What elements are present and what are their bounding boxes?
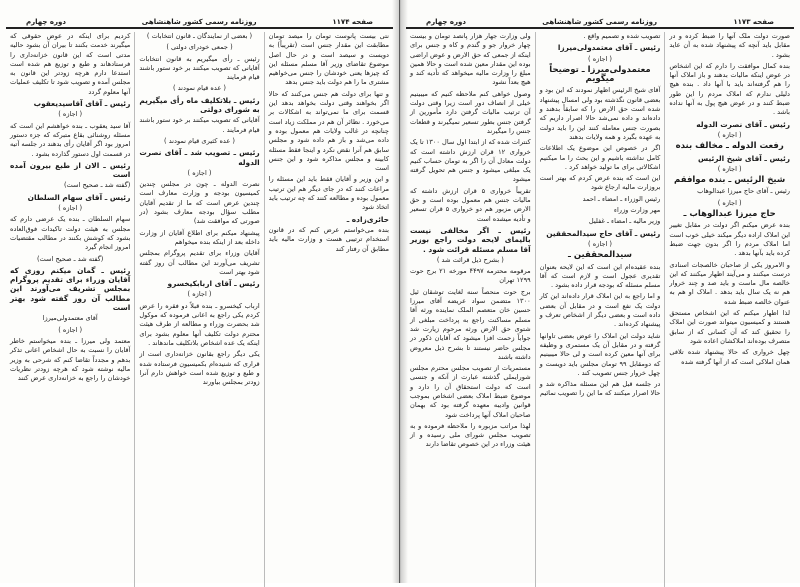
centered-note: ( بعضی از نمایندگان ـ قانون انتخابات ) xyxy=(146,32,253,40)
paragraph: رئیس الوزراء ـ امضاء ـ احمد xyxy=(582,194,661,203)
centered-note: ( اجازه ) xyxy=(58,110,83,119)
speaker-line: رئیس ـ آقای شیخ الرئیس xyxy=(698,153,790,163)
paragraph: شاید دولت این املاک را عوض بعضی تاوانها گرفته و در مقابل آن یک مستمری و وظیفه برای آنها معین کرده است و لی حالا میبینیم که دومقابل ۹۹ تومان مجلس باید دویست و چهل خروار جنس تصویب کند . xyxy=(539,331,661,377)
paragraph: و این وزیر و آقایان فقط باید این مسئله را مراعات کنند که در جای دیگر هم این ترتیب معمول بوده و مطالعه کنند که چه ترتیب باید اتخاذ شود xyxy=(268,175,389,212)
centered-note: ( اجازه ) xyxy=(58,325,83,334)
speaker-line: رئیس ـ اگر مخالفی نیست بالیمای لایحه دولت راجع بوزیر آقا مسلم مسئله قرائت شود . xyxy=(409,225,531,254)
paragraph: رئیس ـ رأی میگیریم به قانون انتخابات آقایانی که تصویب میکنند بر خود ستور باشند قیام فرمایند xyxy=(139,54,260,82)
paragraph: و الامروز یکی از صاحبان خالصجات اسنادی درست میکنند و می‌آیند اظهار میکنند که این خالصه مال ماست و باید صد و چند خروار هم نه یک سال باید بدهد . املاک او هم به عنوان خالصه ضبط شده xyxy=(669,260,790,306)
centered-note: ( جمعی خودرای دولتی ) xyxy=(166,43,233,52)
paragraph: در جلسه قبل هم این مسئله مذاکره شد و حالا اصرار میکنند که ما این را تصویب نمائیم xyxy=(539,380,661,398)
left-page-header xyxy=(6,8,393,29)
speaker-line: رئیس ـ آقای سهام السلطان xyxy=(27,192,131,202)
centered-note: (گفته شد ـ صحیح است) xyxy=(36,254,104,263)
centered-note: ( اجازه ) xyxy=(187,290,212,299)
paragraph: چهل خرواری که حالا پیشنهاد شده تلافی همان املاکی است که از آنها گرفته شده xyxy=(669,348,790,366)
speaker-line: رئیس ـ آقای آقاسیدیعقوب xyxy=(33,99,131,109)
paragraph: آقای شیخ الرئیس اظهار نمودند که این بود و بعضی قانون نگذشته بود ولی امسال پیشنهاد شده است حق الارض را که سابقاً بدهند و داده‌اند و داده نمی‌شد حالا اصرار داریم که بصورت جنس معامله کنند این را باید دولت به عهده بگیرد و همه ولایات بدهند xyxy=(539,86,661,141)
paragraph: لذا اظهار میکنم که این اشخاص مستحق هستند و کمیسیون میتواند صورت این املاک را تحقیق کند که آن کسانی که از سابق متصرف بوده‌اند املاکشان اعاده شود xyxy=(669,309,790,345)
centered-note: ( اجازه ) xyxy=(588,239,612,248)
paragraph: صورت دولت ملک آنها را ضبط کرده و در مقابل باید آنچه که پیشنهاد شده به آن عاید بشود . xyxy=(669,32,790,59)
paragraph: آقایان وزراء برای تقدیم پروگرام بمجلس تشریف می‌آورند این مطالب آن روز گفته شود بهتر است xyxy=(139,249,260,276)
paragraph: سهام السلطان ـ بنده یک عرضی دارم که مجلس به هیئت دولت تاکیدات فوق‌العاده بشود که کوشش بکنند در مطالب مقتضیات امروز انجام گیرد xyxy=(10,215,131,252)
paragraph: مستمریات از تصویب مجلس محترم مجلس شورایملی گذشته عبارت از آنکه و جنسی است که دولت استحقاق آن را دارد و موضوع ضبط املاک بعضی اشخاص بموجب قوانین وادیبه معهده گرفته بود که بهمان صاحبان املاک آنها پرداخت شود xyxy=(409,364,531,419)
centered-note: ( اجازه ) xyxy=(58,204,83,213)
paragraph: نصرت الدوله ـ چون در مجلس چندین کمیسیون بودجه و وزارت معارف است چندین عرض است که ما از تقدیم آقایان مطلب سؤال بودجه معارف بشود (در صورتی که موافقت شد) xyxy=(139,180,260,226)
paragraph: ارباب کیخسرو ـ بنده قبلاً دو فقره را عرض کردم یکی راجع به اعانی فرموده که موکول شد بحضرت وزراء و مطالعه از طرف هیئت محترم دولت تکلیف آنها معلوم بشود برای اینکه یک عده اشخاص بلاتکلیف ماندهاند . xyxy=(139,301,260,347)
paragraph: تصویب شده و تصمیم واقع . xyxy=(583,32,661,40)
right-columns xyxy=(406,32,794,587)
speaker-line: رئیس ـ گمان میکنم روزی که آقایان وزراء برای تقدیم پروگرام بمجلس تشریف می‌آورند این مطالب آن روز گفته شود بهتر است xyxy=(10,265,131,313)
paragraph: و اما راجع به این املاک قرار داده‌اند این کار دولت یک نفع است و در مقابل آن بعضی داده است و بعضی دیگر از اشخاص تعرف و پیشنهاد کرده‌اند . xyxy=(539,292,661,329)
speaker-line: حاج میرزا عبدالوهاب ـ xyxy=(683,209,776,220)
speaker-line: رئیس ـ الان از طبع بیرون آمده است xyxy=(10,160,131,180)
right-column-1 xyxy=(665,32,794,587)
paragraph: کنترات شده که از ابتدا اول سال ۱۳۰۰ تا یک خرواری ۱۲ قران ارزش داشته است که دولت معادل آن را اگر به تومان حساب کنیم یک مبلغی میشود و جنس هم تحویل گرفته میشود xyxy=(409,138,531,184)
paragraph: اگر در خصوص این موضوع یک اطلاعات کامل نداشته باشیم و این بحث را ما میکنیم اشکالاتی برای ما تولید خواهد کرد . xyxy=(539,144,661,171)
paragraph: بنده می‌خواستم عرض کنم که در قانون استخدام ترتیبی هست و وزارت مالیه باید مطابق آن رفتار کند xyxy=(268,225,389,253)
paragraph: این است که بنده عرض کردم که بهتر است بروزارت مالیه ارجاع شود xyxy=(539,174,661,192)
paragraph: (گفته شد ـ صحیح است) xyxy=(63,181,131,190)
left-page-number: صفحه ۱۱۷۴ xyxy=(332,18,373,26)
speaker-line: رفعت الدوله ـ مخالف بنده xyxy=(675,141,784,152)
paragraph: لهذا مراتب مزبوره را ملاحظه فرموده و به تصویب مجلس شورای ملی رسیده و از هیئت وزراء در این خصوص تقاضا دارند xyxy=(409,421,531,449)
paragraph: بنده عقیده‌ام این است که این لایحه بعنوان تقدیری عجول است و لازم است که آقا مسلم مسئله که بودجه قرار داده بشود . xyxy=(539,262,661,290)
left-columns xyxy=(6,32,393,587)
paragraph: آقایانی که تصویب میکنند بر خود ستور باشند قیام فرمایند . xyxy=(139,116,260,134)
speaker-line: رئیس ـ آقای حاج سیدالمحققین xyxy=(546,228,661,238)
paragraph: وصول خواهی کنم ملاحظه کنیم که میبینیم خیلی از انصاف دور است زیرا وقتی دولت آن ترتیب مالیات گرفتن دارد مأمورین از گرفتن جنس بطور تسعیر نمیگیرند و قطعات جنس را میگیرند xyxy=(409,89,531,135)
speaker-line: رئیس ـ آقای اربابکیخسرو xyxy=(167,279,260,289)
left-gazette-title: روزنامه رسمی کشور شاهنشاهی xyxy=(141,18,257,26)
paragraph: ولی وزارت جهار هزار پانصد تومان و بیست چهار خروار جو و گندم و کاه و جنس برای اینکه از جمعی که حق الارض و عوض اراضی بوده این مقدار معین شده است و حالا همین مبلغ را وزارت مالیه میخواهد که تأدیه کند و هیچ بعداً نشود xyxy=(409,32,531,87)
left-page xyxy=(0,0,400,583)
right-page xyxy=(400,0,800,583)
paragraph: برج حوت منحصاً سنه لغایت توشقان ئیل ۱۳۰۰ متضمن سواد عریضه آقای میرزا حسین خان متعصم الملک نماینده ورثه آقا مسلم مساکنت راجع به پرداخت مبلغی از شتوی حق الارض ورثه مرحوم زیارت شد جواباً زحمت افزا میشود که آقایان ذکور در مجلس حاضر نیستند تا بشرح ذیل معروض داشته باشند xyxy=(409,287,531,361)
left-column-2 xyxy=(135,32,264,587)
centered-note: ( اجازه ) xyxy=(717,130,742,139)
speaker-line: رئیس ـ آقای نصرت الدوله xyxy=(696,119,790,129)
paragraph: آقا سید یعقوب ـ بنده خواهشم این است که مسئله روشنائی بقاع متبرکه که جزء دستور امروز بود اگر آقایان رأی بدهند در جلسه آتیه در قسمت اول دستور گذارده بشود . xyxy=(10,121,131,158)
paragraph: بنده عرض میکنم اگر دولت در مقابل تغییر این املاک اراده دیگر میکند خیلی خوب است اما املاک مردم را اگر بدون جهت ضبط کرده باید بآنها بدهد . xyxy=(669,221,790,258)
speaker-line: شیخ الرئیس ـ بنده موافقم xyxy=(674,175,786,186)
paragraph: معتمد ولی میرزا ـ بنده میخواستم خاطر آقایان را نسبت به حال اشخاص اعانی تذکر بدهم و مجدداً تقاضا کنم که شرحی به وزیر مالیه نوشته شود که هرچه زودتر نظریات خودشان را راجع به خزانه‌داری عرض کنند xyxy=(10,336,131,383)
centered-note: ( اجازه ) xyxy=(187,168,212,177)
speaker-line: معتمدولی‌میرزا ـ توضیحاً میگویم xyxy=(549,64,651,85)
paragraph: وزیر مالیه ـ امضاء ـ غفلیل xyxy=(588,217,661,226)
right-page-header xyxy=(406,8,794,29)
centered-note: ( عده قیام نمودند ) xyxy=(173,84,226,93)
paragraph: و تنها برای دولت هم جنس می‌کنند که حالا اگر بخواهند وقتی دولت بخواهد بدهد این قسمت برای ما نمی‌تواند به اشکالات بر می‌خورد . نظائر آن هم در مملکت زیاد است چنانچه در غالب ولایات هم معمول بوده و داده می‌شد و باز هم داده شود و مجلس سابق هم آنرا نقض نکرد و اینجا فقط مسئله کابینه و مجلس مذاکره شود و این جنس است xyxy=(268,89,389,173)
paragraph: پیشنهاد میکنم برای اطلاع آقایان از وزارت داخله بعد از اینکه بنده میخواهم xyxy=(139,228,260,246)
paragraph: بنده کمال موافقت را دارم که این اشخاص در عوض اینکه مالیات بدهند و باز املاک آنها را هم گرفته‌اند باید با آنها داد . بنده هیچ دلیلی ندارم که املاک مردم را این طور ضبط کنند و در عوض هیچ پول به آنها نداده باشد . xyxy=(669,61,790,117)
left-session-label: دوره چهارم xyxy=(26,18,66,26)
speaker-line: رئیس ـ آقای معتمدولی‌میرزا xyxy=(557,43,661,53)
paragraph: تقریباً خرواری ۵ قران ارزش داشته که مالیات جنس هم معمول بوده است و حق الارض مزبور هم دو خرواری ۵ قران تسعیر و تأدیه میشده است xyxy=(409,186,531,223)
paragraph: مرقومه محترمه ۴۴۹۷ مورخه ۲۱ برج حوت ۱۲۹۹ تهران xyxy=(409,267,531,285)
left-column-1 xyxy=(265,32,393,587)
left-column-3 xyxy=(6,32,135,587)
centered-note: ( اجازه ) xyxy=(717,164,742,173)
speaker-line: رئیس ـ بلاتکلیف ماه رأی میگیریم به شورای دولتی xyxy=(139,95,260,115)
centered-note: ( بشرح ذیل قرائت شد ) xyxy=(436,255,504,264)
paragraph: نتی بیست پانوست تومان را میصد تومان مطابقت این مقدار جنس است (تقریباً) به دویست و سیصد است و در حال اصل موضوع تقاضای وزیر آقا مسلم مسئله این که چیزها یعنی خودشان را جنس می‌خواهیم مشتری ما را هم دولت باید جنس بدهد xyxy=(268,32,389,87)
centered-note: ( اجازه ) xyxy=(588,54,612,63)
right-column-2 xyxy=(536,32,666,587)
speaker-line: رئیس ـ تصویب شد ـ آقای نصرت الدوله xyxy=(139,148,260,167)
right-page-number: صفحه ۱۱۷۳ xyxy=(733,18,774,26)
centered-note: ( اجازه ) xyxy=(717,198,742,207)
centered-note: آقای معتمدولی‌میرزا xyxy=(42,314,98,323)
paragraph: کردیم برای اینکه در عوض حقوقی که میگیرند خدمت بکنند تا بیران آن بشود حالیه مدتی است که این قانون خزانه‌داری را فرستادهاند و طبع و توزیع هم شده است استدعا دارم هرچه زودتر این قانون به مجلس آمده و تصویب شود تا تکلیف عملیات آنها معلوم گردد xyxy=(10,32,131,96)
right-session-label: دوره چهارم xyxy=(426,18,466,26)
paragraph: یکی دیگر راجع بقانون خزانه‌داری است از قراری که شنیده‌ام بکمیسیون فرستاده شده و طبع و توزیع شده است خواهش دارم آنرا زودتر بمجلس بیاورند xyxy=(139,350,260,387)
paragraph: مهر وزارت وزراء xyxy=(613,206,661,215)
speaker-line: حائری‌زاده ـ xyxy=(346,214,389,224)
right-column-3 xyxy=(406,32,536,587)
right-gazette-title: روزنامه رسمی کشور شاهنشاهی xyxy=(542,18,658,26)
paragraph: رئیس ـ آقای حاج میرزا عبدالوهاب xyxy=(697,187,790,196)
centered-note: ( عده کثیری قیام نمودند ) xyxy=(164,136,235,145)
speaker-line: سیدالمحققین ـ xyxy=(568,250,632,261)
